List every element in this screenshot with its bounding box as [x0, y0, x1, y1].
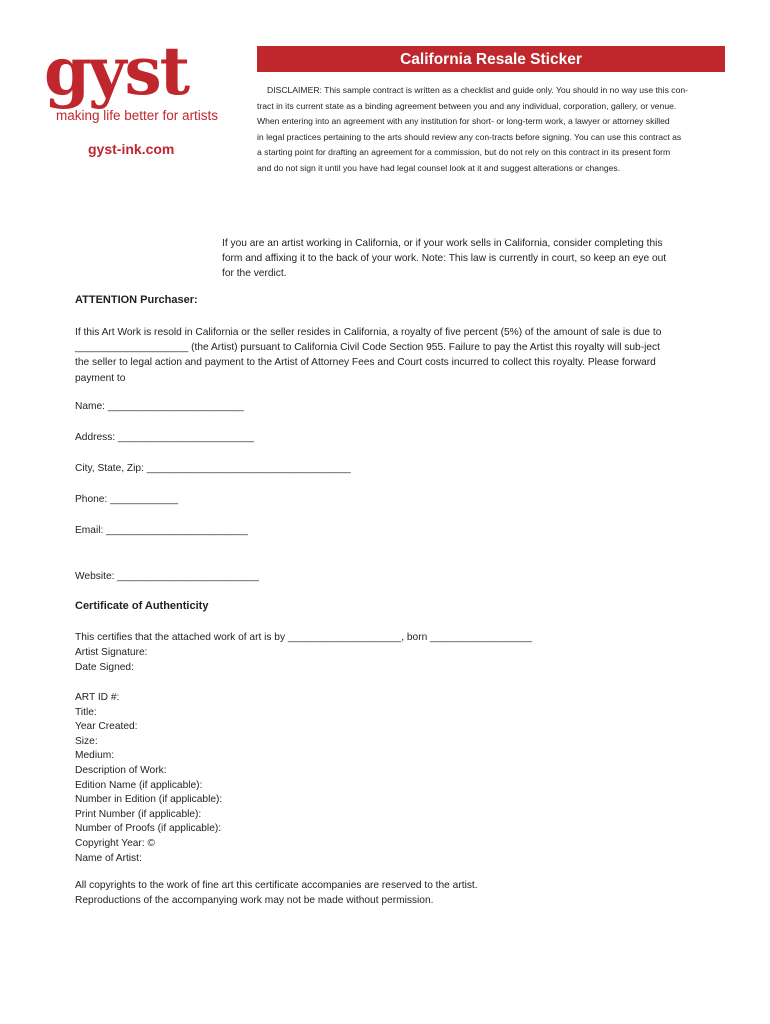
copyright-notice — [75, 879, 478, 908]
attention-line: payment to — [75, 372, 126, 384]
copyright-line: All copyrights to the work of fine art this certificate accompanies are reserved to the artist. — [75, 880, 478, 891]
detail-item[interactable]: ART ID #: — [75, 692, 120, 703]
intro-line: form and affixing it to the back of your work. Note: This law is currently in court, so keep an eye out — [222, 253, 667, 264]
name-field[interactable]: Name: ________________________ — [75, 401, 244, 412]
disclaimer — [257, 83, 725, 177]
intro-line: If you are an artist working in California, or if your work sells in California, consider completing this — [222, 238, 663, 249]
logo-tagline: making life better for artists — [56, 108, 219, 123]
attention-line: ____________________ (the Artist) pursuant to California Civil Code Section 955. Failure to pay the Artist this royalty will sub-ject — [75, 342, 660, 354]
detail-item[interactable]: Number of Proofs (if applicable): — [75, 823, 222, 835]
detail-item[interactable]: Number in Edition (if applicable): — [75, 794, 223, 806]
phone-field[interactable]: Phone: ____________ — [75, 494, 179, 505]
disclaimer-line: in legal practices pertaining to the arts should review any con-tracts before signing. You can use this contract as — [257, 131, 682, 142]
detail-item[interactable]: Size: — [75, 735, 98, 747]
disclaimer-line: tract in its current state as a binding agreement between you and any individual, corporation, gallery, or venue. — [257, 100, 677, 111]
detail-item[interactable]: Medium: — [75, 750, 115, 762]
detail-item[interactable]: Title: — [75, 706, 97, 718]
detail-item[interactable]: Description of Work: — [75, 764, 167, 776]
artwork-details — [75, 691, 222, 866]
detail-item[interactable]: Edition Name (if applicable): — [75, 779, 203, 791]
date-signed-label[interactable]: Date Signed: — [75, 661, 134, 673]
address-field[interactable]: Address: ________________________ — [75, 432, 255, 443]
detail-item[interactable]: Year Created: — [75, 721, 138, 733]
artist-signature-label[interactable]: Artist Signature: — [75, 647, 148, 658]
logo-wordmark: gyst — [44, 32, 189, 110]
city-state-zip-field[interactable]: City, State, Zip: ____________________________________ — [75, 463, 351, 474]
intro-line: for the verdict. — [222, 268, 287, 279]
disclaimer-line: When entering into an agreement with any institution for short- or long-term work, a lawyer or attorney skilled — [257, 116, 670, 127]
website-field[interactable]: Website: _________________________ — [75, 571, 259, 582]
attention-line: If this Art Work is resold in California or the seller resides in California, a royalty of five percent (5%) of the amount of sale is due to — [75, 327, 662, 338]
document-title: California Resale Sticker — [257, 46, 725, 72]
website-link[interactable]: gyst-ink.com — [88, 141, 175, 157]
detail-item[interactable]: Copyright Year: © — [75, 837, 155, 849]
signature-block — [75, 646, 147, 675]
gyst-logo — [40, 32, 220, 157]
detail-item[interactable]: Name of Artist: — [75, 852, 142, 864]
intro-paragraph — [222, 236, 702, 281]
certification-statement[interactable]: This certifies that the attached work of art is by ____________________, born __________________ — [75, 632, 533, 643]
attention-heading: ATTENTION Purchaser: — [75, 294, 198, 306]
email-field[interactable]: Email: _________________________ — [75, 525, 248, 536]
disclaimer-line: DISCLAIMER: This sample contract is written as a checklist and guide only. You should in no way use this con- — [267, 85, 688, 95]
attention-line: the seller to legal action and payment to the Artist of Attorney Fees and Court costs incurred to collect this royalty. Please forward — [75, 357, 656, 369]
copyright-line: Reproductions of the accompanying work may not be made without permission. — [75, 894, 434, 906]
certificate-heading: Certificate of Authenticity — [75, 600, 209, 612]
disclaimer-line: a starting point for drafting an agreement for a commission, but do not rely on this contract in its present form — [257, 147, 671, 158]
disclaimer-line: and do not sign it until you have had legal counsel look at it and suggest alterations or changes. — [257, 162, 621, 173]
attention-paragraph — [75, 325, 695, 386]
detail-item[interactable]: Print Number (if applicable): — [75, 808, 202, 820]
